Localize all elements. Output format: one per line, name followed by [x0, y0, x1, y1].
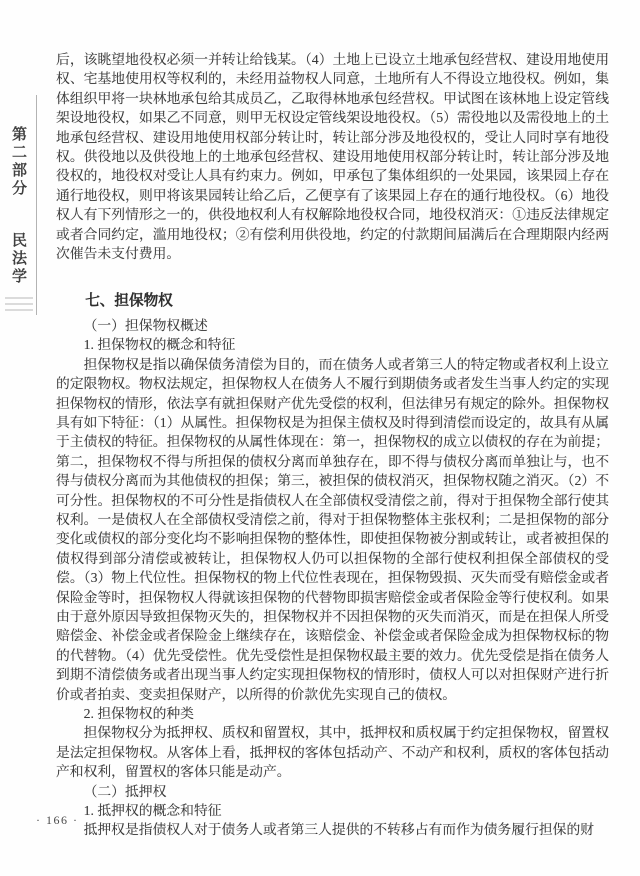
- page-content: [56, 50, 609, 840]
- paragraph-continuation: 后，该眺望地役权必须一并转让给钱某。（4）土地上已设立土地承包经营权、建设用地使用权、宅基地使用权等权利的，未经用益物权人同意，土地所有人不得设立地役权。例如，集体组织甲将一块林地承包给其成员乙，乙取得林地承包经营权。甲试图在该林地上设定管线架设地役权，如果乙不同意，则甲无权设定管线架设地役权。（5）需役地以及需役地上的土地承包经营权、建设用地使用权部分转让时，转让部分涉及地役权的，受让人同时享有地役权。供役地以及供役地上的土地承包经营权、建设用地使用权部分转让时，转让部分涉及地役权的，地役权对受让人具有约束力。例如，甲承包了集体组织的一处果园，该果园上存在通行地役权，则甲将该果园转让给乙后，乙便享有了该果园上存在的通行地役权。（6）地役权人有下列情形之一的，供役地权利人有权解除地役权合同，地役权消灭：①违反法律规定或者合同约定，滥用地役权；②有偿利用供役地，约定的付款期间届满后在合理期限内经两次催告未支付费用。: [56, 52, 609, 262]
- item-heading-3: 1. 抵押权的概念和特征: [83, 803, 222, 819]
- item-heading-2: 2. 担保物权的种类: [83, 706, 194, 721]
- sidebar-part-tab: [8, 126, 29, 286]
- sidebar-divider-line: [36, 95, 37, 315]
- subsection-heading-2: （二）抵押权: [83, 783, 167, 799]
- page-number: · 166 ·: [36, 813, 79, 827]
- subsection-heading-1: （一）担保物权概述: [83, 317, 208, 333]
- sidebar-fine-print: [5, 297, 33, 313]
- sidebar-part-label: 第二部分: [10, 126, 27, 198]
- sidebar-subject-label: 民法学: [10, 232, 27, 286]
- paragraph-3: 抵押权是指债权人对于债务人或者第三人提供的不转移占有而作为债务履行担保的财: [83, 822, 595, 838]
- section-heading: 七、担保物权: [85, 293, 173, 310]
- item-heading-1: 1. 担保物权的概念和特征: [83, 337, 236, 353]
- paragraph-2: 担保物权分为抵押权、质权和留置权，其中，抵押权和质权属于约定担保物权，留置权是法定担保物权。从客体上看，抵押权的客体包括动产、不动产和权利，质权的客体包括动产和权利，留置权的客体只能是动产。: [56, 725, 609, 780]
- paragraph-1: 担保物权是指以确保债务清偿为目的，而在债务人或者第三人的特定物或者权利上设立的定限物权。物权法规定，担保物权人在债务人不履行到期债务或者发生当事人约定的实现担保物权的情形，依法享有就担保财产优先受偿的权利，但法律另有规定的除外。担保物权具有如下特征：（1）从属性。担保物权是为担保主债权及时得到清偿而设定的，故具有从属于主债权的特征。担保物权的从属性体现在：第一，担保物权的成立以债权的存在为前提；第二，担保物权不得与所担保的债权分离而单独存在，即不得与债权分离而单独让与，也不得与债权分离而为其他债权的担保；第三，被担保的债权消灭，担保物权随之消灭。（2）不可分性。担保物权的不可分性是指债权人在全部债权受清偿之前，得对于担保物全部行使其权利。一是债权人在全部债权受清偿之前，得对于担保物整体主张权利；二是担保物的部分变化或债权的部分变化均不影响担保物的整体性，即使担保物被分割或转让，或者被担保的债权得到部分清偿或被转让，担保物权人仍可以担保物的全部行使权利担保全部债权的受偿。（3）物上代位性。担保物权的物上代位性表现在，担保物毁损、灭失而受有赔偿金或者保险金等时，担保物权人得就该担保物的代替物即损害赔偿金或者保险金等行使权利。如果由于意外原因导致担保物灭失的，担保物权并不因担保物的灭失而消灭，而是在担保人所受赔偿金、补偿金或者保险金上继续存在，该赔偿金、补偿金或者保险金成为担保物权标的物的代替物。（4）优先受偿性。优先受偿性是担保物权最主要的效力。优先受偿是指在债务人到期不清偿债务或者出现当事人约定实现担保物权的情形时，债权人可以对担保财产进行折价或者拍卖、变卖担保财产，以所得的价款优先实现自己的债权。: [56, 356, 609, 702]
